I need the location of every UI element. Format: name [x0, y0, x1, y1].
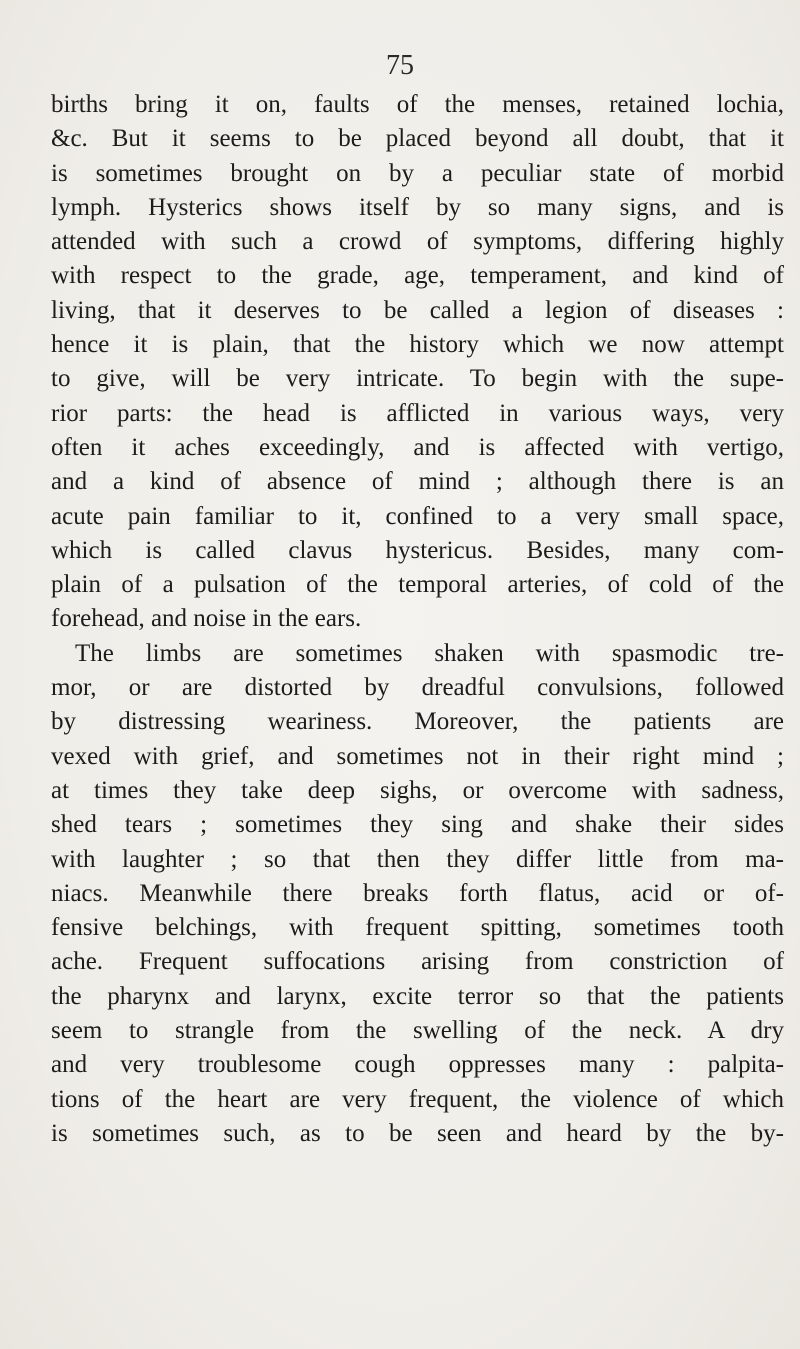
text-line: shed tears ; sometimes they sing and shake their sides: [51, 811, 784, 839]
text-line: vexed with grief, and sometimes not in their right mind ;: [51, 742, 784, 770]
page-number: 75: [386, 50, 414, 81]
text-line: mor, or are distorted by dreadful convulsions, followed: [51, 674, 784, 702]
text-line: with laughter ; so that then they differ little from ma-: [51, 845, 784, 873]
text-line: lymph. Hysterics shows itself by so many signs, and is: [51, 193, 784, 221]
text-line: The limbs are sometimes shaken with spasmodic tre-: [75, 639, 784, 667]
text-line: &c. But it seems to be placed beyond all doubt, that it: [51, 125, 784, 153]
text-line: fensive belchings, with frequent spitting, sometimes tooth: [51, 914, 784, 942]
text-line: living, that it deserves to be called a legion of diseases :: [51, 296, 784, 324]
text-line: acute pain familiar to it, confined to a very small space,: [51, 502, 784, 530]
text-line: hence it is plain, that the history which we now attempt: [51, 331, 784, 359]
text-line: to give, will be very intricate. To begin with the supe-: [51, 365, 784, 393]
text-line: which is called clavus hystericus. Besides, many com-: [51, 536, 784, 564]
text-line: tions of the heart are very frequent, the violence of which: [51, 1085, 784, 1113]
body-text: [51, 88, 784, 1151]
text-line: plain of a pulsation of the temporal arteries, of cold of the: [51, 571, 784, 599]
text-line: with respect to the grade, age, temperament, and kind of: [51, 262, 784, 290]
text-line: and a kind of absence of mind ; although there is an: [51, 468, 784, 496]
text-line: forehead, and noise in the ears.: [51, 605, 362, 633]
text-line: often it aches exceedingly, and is affected with vertigo,: [51, 433, 784, 461]
text-line: the pharynx and larynx, excite terror so that the patients: [51, 982, 784, 1010]
text-line: ache. Frequent suffocations arising from constriction of: [51, 948, 784, 976]
text-line: attended with such a crowd of symptoms, differing highly: [51, 228, 784, 256]
text-line: rior parts: the head is afflicted in various ways, very: [51, 399, 784, 427]
text-line: births bring it on, faults of the menses, retained lochia,: [51, 91, 784, 118]
text-line: is sometimes such, as to be seen and heard by the by-: [51, 1119, 784, 1147]
text-line: at times they take deep sighs, or overcome with sadness,: [51, 776, 784, 804]
text-line: is sometimes brought on by a peculiar state of morbid: [51, 159, 784, 187]
text-line: seem to strangle from the swelling of the neck. A dry: [51, 1017, 784, 1045]
text-line: and very troublesome cough oppresses many : palpita-: [51, 1051, 784, 1079]
text-line: niacs. Meanwhile there breaks forth flatus, acid or of-: [51, 879, 784, 907]
text-line: by distressing weariness. Moreover, the patients are: [51, 708, 784, 736]
